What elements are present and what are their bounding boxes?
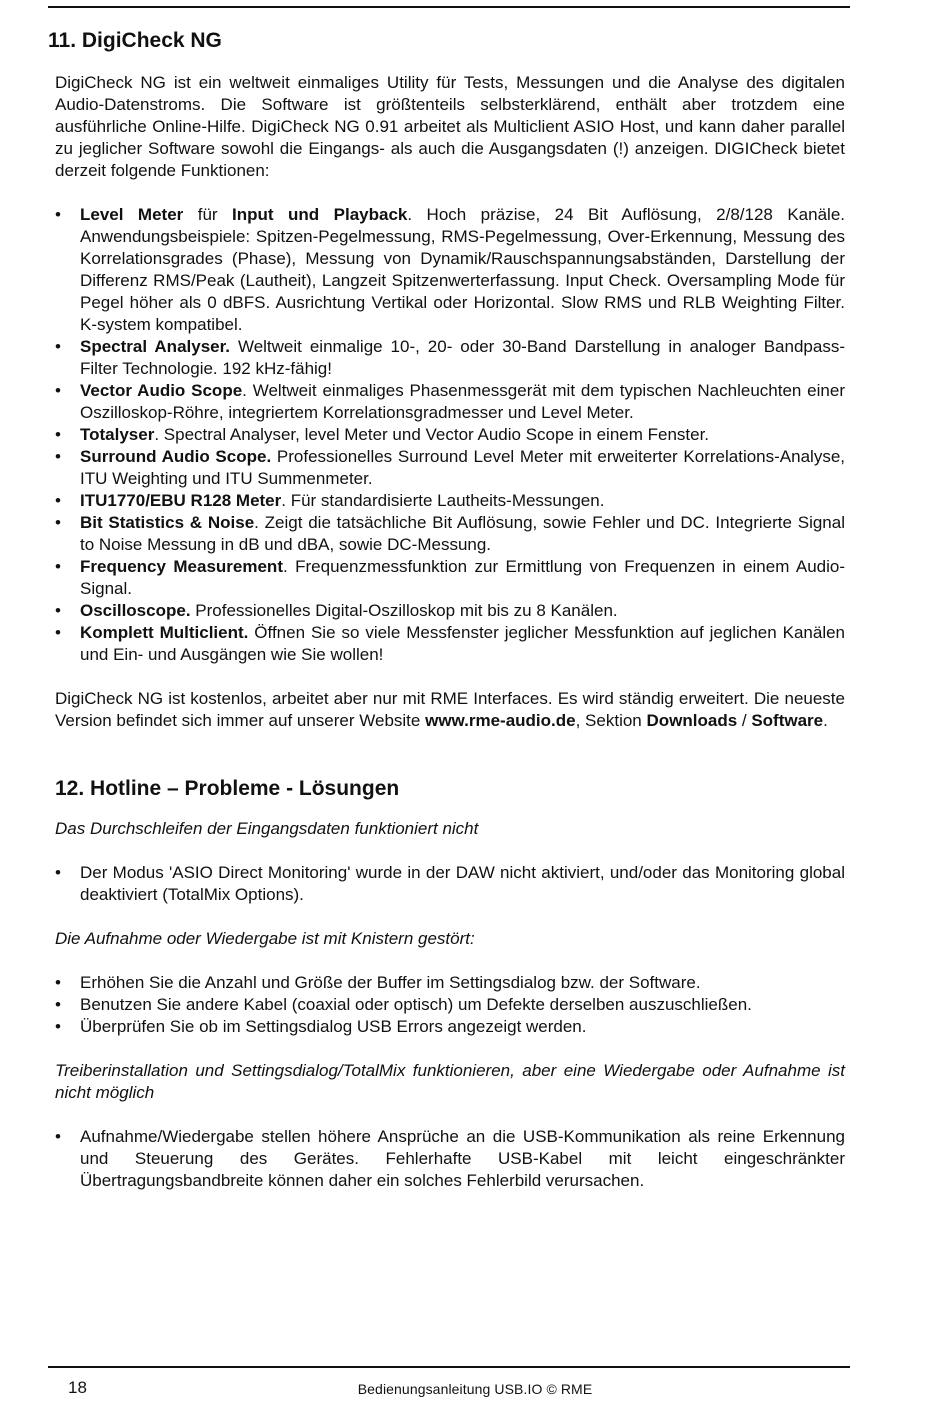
feature-text: . Für standardisierte Lautheits-Messungen. [281, 491, 605, 510]
footer-title: Bedienungsanleitung USB.IO © RME [357, 1381, 593, 1397]
feature-text: . Weltweit einmaliges Phasenmessgerät mit dem typischen Nachleuchten einer Oszilloskop-Röhre, integriertem Korrelationsgradmesser und Level Meter. [80, 381, 845, 422]
downloads-section: Downloads [646, 711, 738, 730]
problem-question: Das Durchschleifen der Eingangsdaten funktioniert nicht [55, 819, 479, 838]
feature-item-bit-statistics [55, 512, 845, 556]
problem-answer-list [55, 862, 845, 906]
feature-term: Totalyser [80, 425, 155, 444]
feature-text: Professionelles Digital-Oszilloskop mit bis zu 8 Kanälen. [190, 601, 618, 620]
feature-text: Weltweit einmalige 10-, 20- oder 30-Band Darstellung in analoger Bandpass-Filter Technologie. 192 kHz-fähig! [80, 337, 845, 378]
feature-term: Bit Statistics & Noise [80, 513, 255, 532]
feature-item-komplett-multiclient [55, 622, 845, 666]
feature-text: . Spectral Analyser, level Meter und Vector Audio Scope in einem Fenster. [154, 425, 710, 444]
feature-text: Öffnen Sie so viele Messfenster jeglicher Messfunktion auf jeglichen Kanälen und Ein- und Ausgängen wie Sie wollen! [80, 623, 846, 664]
bottom-rule [48, 1366, 850, 1368]
feature-term: Surround Audio Scope. [80, 447, 272, 466]
section-11-intro: DigiCheck NG ist ein weltweit einmaliges Utility für Tests, Messungen und die Analyse des digitalen Audio-Datenstroms. Die Software ist größtenteils selbsterklärend, enthält aber trotzdem eine ausführliche Online-Hilfe. DigiCheck NG 0.91 arbeitet als Multiclient ASIO Host, und kann daher parallel zu jeglicher Software sowohl die Eingangs- als auch die Ausgangsdaten (!) anzeigen. DIGICheck bietet derzeit folgende Funktionen: [55, 73, 845, 180]
feature-item-frequency-measurement [55, 556, 845, 600]
feature-list [55, 204, 845, 666]
feature-term: Vector Audio Scope [80, 381, 243, 400]
feature-term: Spectral Analyser. [80, 337, 231, 356]
top-rule [48, 6, 850, 8]
feature-term: Komplett Multiclient. [80, 623, 249, 642]
feature-item-level-meter [55, 204, 845, 336]
outro-separator: / [737, 711, 752, 730]
feature-term: Frequency Measurement [80, 557, 283, 576]
feature-item-totalyser [55, 424, 845, 446]
problem-answer: • Überprüfen Sie ob im Settingsdialog USB Errors angezeigt werden. [55, 1016, 845, 1038]
feature-term-2: Input und Playback [232, 205, 408, 224]
software-subsection: Software [751, 711, 824, 730]
feature-item-spectral-analyser [55, 336, 845, 380]
problem-answer: • Der Modus 'ASIO Direct Monitoring' wurde in der DAW nicht aktiviert, und/oder das Monitoring global deaktiviert (TotalMix Options). [55, 862, 845, 906]
feature-text: Professionelles Surround Level Meter mit erweiterter Korrelations-Analyse, ITU Weighting und ITU Summenmeter. [80, 447, 846, 488]
problem-answer-list [55, 1126, 845, 1192]
feature-item-surround-audio-scope [55, 446, 845, 490]
problem-question: Die Aufnahme oder Wiedergabe ist mit Knistern gestört: [55, 929, 475, 948]
outro-end: . [823, 711, 828, 730]
page-number: 18 [68, 1378, 87, 1397]
problem-answer: • Aufnahme/Wiedergabe stellen höhere Ansprüche an die USB-Kommunikation als reine Erkennung und Steuerung des Gerätes. Fehlerhafte USB-Kabel mit leicht eingeschränkter Übertragungsbandbreite können daher ein solches Fehlerbild verursachen. [55, 1126, 845, 1192]
feature-item-oscilloscope [55, 600, 845, 622]
problem-answer-list [55, 972, 845, 1038]
outro-text-2: , Sektion [575, 711, 647, 730]
feature-term: Oscilloscope. [80, 601, 191, 620]
feature-connector: für [183, 205, 233, 224]
section-12-title: 12. Hotline – Probleme - Lösungen [55, 777, 400, 800]
problem-answer: • Benutzen Sie andere Kabel (coaxial oder optisch) um Defekte derselben auszuschließen. [55, 994, 845, 1016]
website-link: www.rme-audio.de [425, 711, 576, 730]
feature-text: . Zeigt die tatsächliche Bit Auflösung, sowie Fehler und DC. Integrierte Signal to Noise Messung in dB und dBA, sowie DC-Messung. [80, 513, 845, 554]
problem-answer: • Erhöhen Sie die Anzahl und Größe der Buffer im Settingsdialog bzw. der Software. [55, 972, 845, 994]
feature-item-vector-audio-scope [55, 380, 845, 424]
feature-item-itu1770-meter [55, 490, 845, 512]
section-11-title: 11. DigiCheck NG [48, 29, 222, 52]
feature-text: . Frequenzmessfunktion zur Ermittlung von Frequenzen in einem Audio-Signal. [80, 557, 845, 598]
feature-text: . Hoch präzise, 24 Bit Auflösung, 2/8/128 Kanäle. Anwendungsbeispiele: Spitzen-Pegelmessung, RMS-Pegelmessung, Over-Erkennung, Messung des Korrelationsgrades (Phase), Messung von Dynamik/Rauschspannungsabständen, Darstellung der Differenz RMS/Peak (Lautheit), Langzeit Spitzenwerterfassung. Input Check. Oversampling Mode für Pegel höher als 0 dBFS. Ausrichtung Vertikal oder Horizontal. Slow RMS und RLB Weighting Filter. K-system kompatibel. [80, 205, 845, 334]
feature-term: Level Meter [80, 205, 184, 224]
page-content [48, 28, 846, 1192]
outro-text: DigiCheck NG ist kostenlos, arbeitet aber nur mit RME Interfaces. Es wird ständig erweitert. Die neueste Version befindet sich immer auf unserer Website [55, 689, 845, 730]
problem-question: Treiberinstallation und Settingsdialog/TotalMix funktionieren, aber eine Wiedergabe oder Aufnahme ist nicht möglich [55, 1061, 845, 1102]
feature-term: ITU1770/EBU R128 Meter [80, 491, 282, 510]
section-11-outro [55, 688, 845, 732]
